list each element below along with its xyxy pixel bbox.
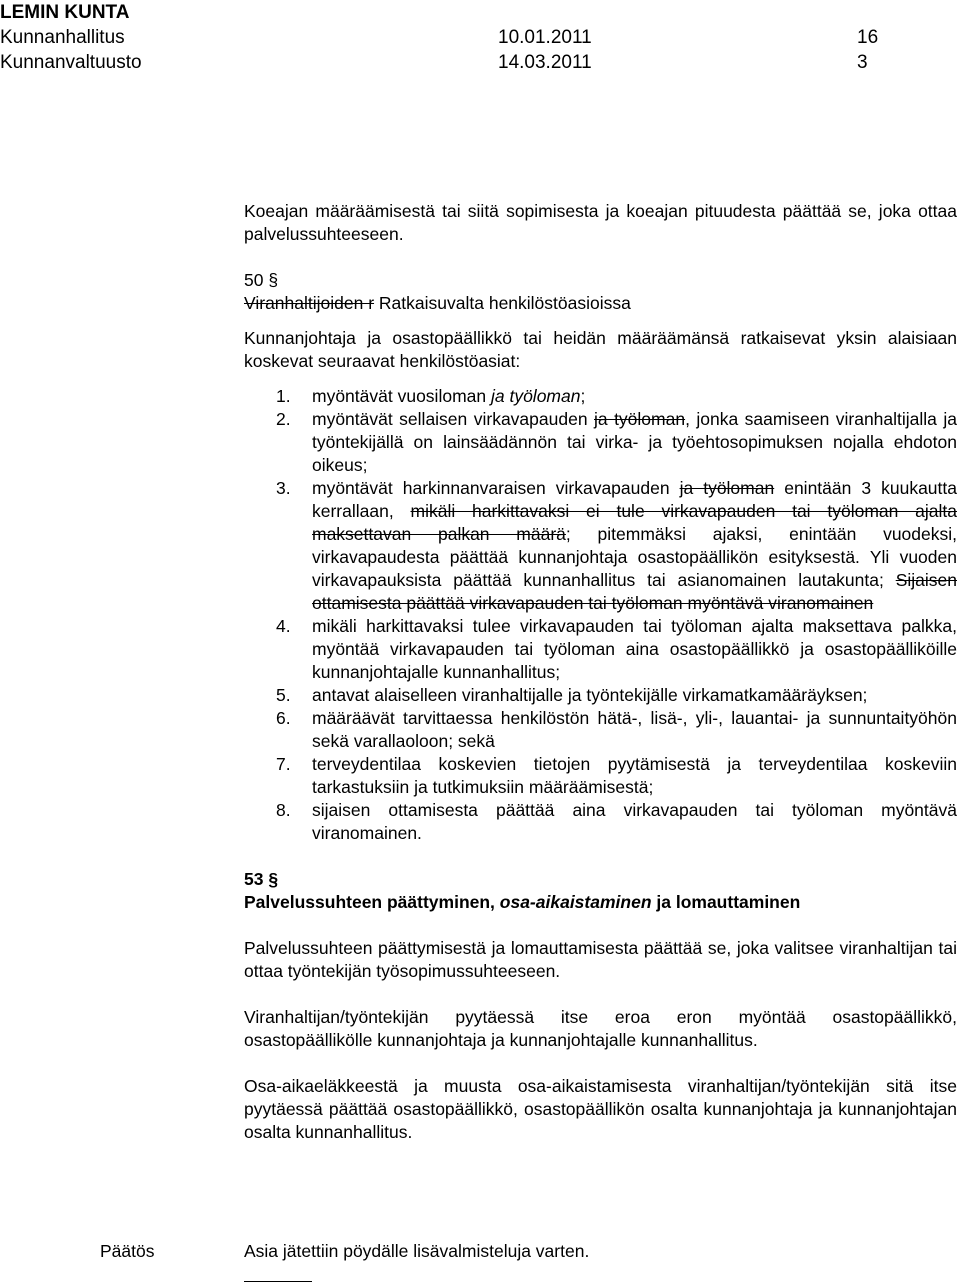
page-number: 3: [857, 52, 868, 73]
list-item: 4. mikäli harkittavaksi tulee virkavapauden tai työloman ajalta maksettava palkka, myöntää virkavapauden tai työloman aina osastopäällikkö ja osastopäälliköille kunnanjohtajalle kunnanhallitus;: [276, 616, 957, 682]
page-number: 16: [857, 27, 879, 48]
section-50-lead: Kunnanjohtaja ja osastopäällikkö tai heidän määräämänsä ratkaisevat yksin alaisiaan koskevat seuraavat henkilöstöasiat:: [244, 328, 957, 371]
list-item: 3. myöntävät harkinnanvaraisen virkavapauden ja työloman enintään 3 kuukautta kerrallaan, mikäli harkittavaksi ei tule virkavapauden tai työloman ajalta maksettavan palkan määrä; pitemmäksi ajaksi, enintään vuodeksi, virkavapaudesta päättää kunnanjohtaja osastopäällikön esityksestä. Yli vuoden virkavapauksista päättää kunnanhallitus tai asianomainen lautakunta; Sijaisen ottamisesta päättää virkavapauden tai työloman myöntävä viranomainen: [276, 478, 957, 613]
section-50-number: 50 §: [244, 270, 279, 290]
decision-label: Päätös: [100, 1241, 155, 1261]
list-item: 1. myöntävät vuosiloman ja työloman;: [276, 386, 586, 406]
document-header: [0, 0, 879, 75]
meeting-body: Kunnanvaltuusto: [0, 52, 142, 73]
meeting-date: 10.01.2011: [498, 27, 592, 48]
decision-text: Asia jätettiin pöydälle lisävalmisteluja varten.: [244, 1241, 590, 1261]
meeting-body: Kunnanhallitus: [0, 27, 125, 48]
document-body: [244, 200, 957, 1144]
intro-paragraph: Koeajan määräämisestä tai siitä sopimisesta ja koeajan pituudesta päättää se, joka ottaa palvelussuhteeseen.: [244, 201, 957, 244]
section-53-paragraph: Osa-aikaeläkkeestä ja muusta osa-aikaistamisesta viranhaltijan/työntekijän sitä itse pyytäessä päättää osastopäällikkö, osastopäällikön osalta kunnanjohtaja ja kunnanjohtajan osalta kunnanhallitus.: [244, 1076, 957, 1142]
list-item: 6. määräävät tarvittaessa henkilöstön hätä-, lisä-, yli-, lauantai- ja sunnuntaityöhön sekä varallaoloon; sekä: [276, 708, 957, 751]
organization-name: LEMIN KUNTA: [0, 2, 130, 23]
section-53-paragraph: Palvelussuhteen päättymisestä ja lomauttamisesta päättää se, joka valitsee viranhaltijan tai ottaa työntekijän työsopimussuhteeseen.: [244, 938, 957, 981]
list-item: 5. antavat alaiselleen viranhaltijalle ja työntekijälle virkamatkamääräyksen;: [276, 685, 868, 705]
section-53-paragraph: Viranhaltijan/työntekijän pyytäessä itse eroa eron myöntää osastopäällikkö, osastopäällikölle kunnanjohtaja ja kunnanjohtajalle kunnanhallitus.: [244, 1007, 957, 1050]
section-50-title: Viranhaltijoiden r Ratkaisuvalta henkilöstöasioissa: [244, 293, 631, 313]
section-53-title: Palvelussuhteen päättyminen, osa-aikaistaminen ja lomauttaminen: [244, 892, 801, 912]
decision-list: [244, 385, 957, 845]
list-item: 7. terveydentilaa koskevien tietojen pyytämisestä ja terveydentilaa koskeviin tarkastuksiin ja tutkimuksiin määräämisestä;: [276, 754, 957, 797]
divider-line: [244, 1281, 312, 1282]
header-row-board: [0, 25, 879, 50]
list-item: 2. myöntävät sellaisen virkavapauden ja työloman, jonka saamiseen viranhaltijalla ja työntekijällä on lainsäädännön tai virka- ja työehtosopimuksen nojalla ehdoton oikeus;: [276, 409, 957, 475]
header-row-council: [0, 50, 868, 75]
list-item: 8. sijaisen ottamisesta päättää aina virkavapauden tai työloman myöntävä viranomainen.: [276, 800, 957, 843]
meeting-date: 14.03.2011: [498, 52, 592, 73]
section-53-number: 53 §: [244, 869, 279, 889]
